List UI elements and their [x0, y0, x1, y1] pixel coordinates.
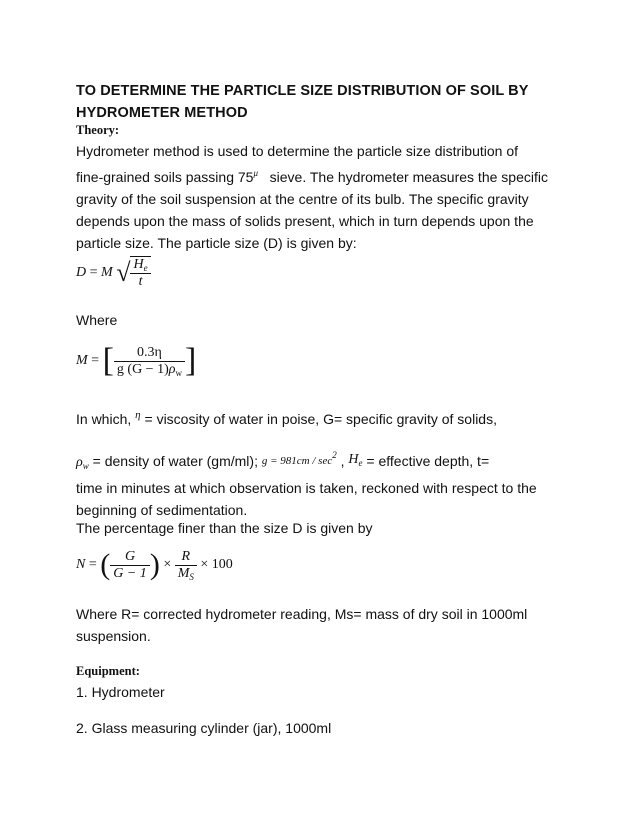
formula-m: M = [ $\frac{0.3\eta}{g (G - 1)\rho_w}$ ]: [76, 342, 197, 379]
definitions-paragraph: In which, $^\eta$ = viscosity of water in poise, G= specific gravity of solids, $\rho_w$ = density of water (gm/ml); $g = 981cm / \sec^2$ , $H_e$ = effective depth, t= time in minutes at which observation is taken, reckoned with respect to the beginning of sedimentation.: [76, 409, 537, 518]
rho-symbol: $\rho_w$: [76, 455, 89, 471]
title-line-1: TO DETERMINE THE PARTICLE SIZE DISTRIBUTION OF SOIL BY: [76, 83, 529, 99]
eta-symbol: η: [135, 409, 141, 421]
theory-paragraph: Hydrometer method is used to determine the particle size distribution of fine-grained soils passing $75^\mu$ sieve. The hydrometer measures the specific gravity of the soil suspension at the centre of its bulb. The specific gravity depends upon the mass of solids present, which in turn depends upon the particle size. The particle size (D) is given by:: [76, 143, 548, 251]
effective-depth-symbol: $H_e$: [348, 452, 363, 468]
gravity-formula: $g = 981cm / \sec^2$: [261, 450, 337, 467]
sqrt-symbol: √: [116, 258, 131, 287]
equipment-item: 2. Glass measuring cylinder (jar), 1000ml: [76, 720, 332, 736]
title-line-2: HYDROMETER METHOD: [76, 105, 248, 121]
document-title: [76, 80, 529, 124]
where-r-paragraph: Where R= corrected hydrometer reading, Ms= mass of dry soil in 1000ml suspension.: [76, 606, 528, 644]
formula-particle-size: D = M √ $\frac{H_e}{t}$: [76, 256, 151, 290]
equipment-heading: Equipment:: [76, 664, 140, 678]
formula-percentage-finer: N = ( $\frac{G}{G - 1}$ ) × $\frac{R}{M_S}$ × 100: [76, 548, 233, 582]
percentage-finer-text: The percentage finer than the size D is given by: [76, 520, 373, 536]
where-label: Where: [76, 312, 118, 328]
mu-symbol: μ: [253, 168, 258, 178]
equipment-item: 1. Hydrometer: [76, 684, 165, 700]
theory-heading: Theory:: [76, 123, 120, 137]
